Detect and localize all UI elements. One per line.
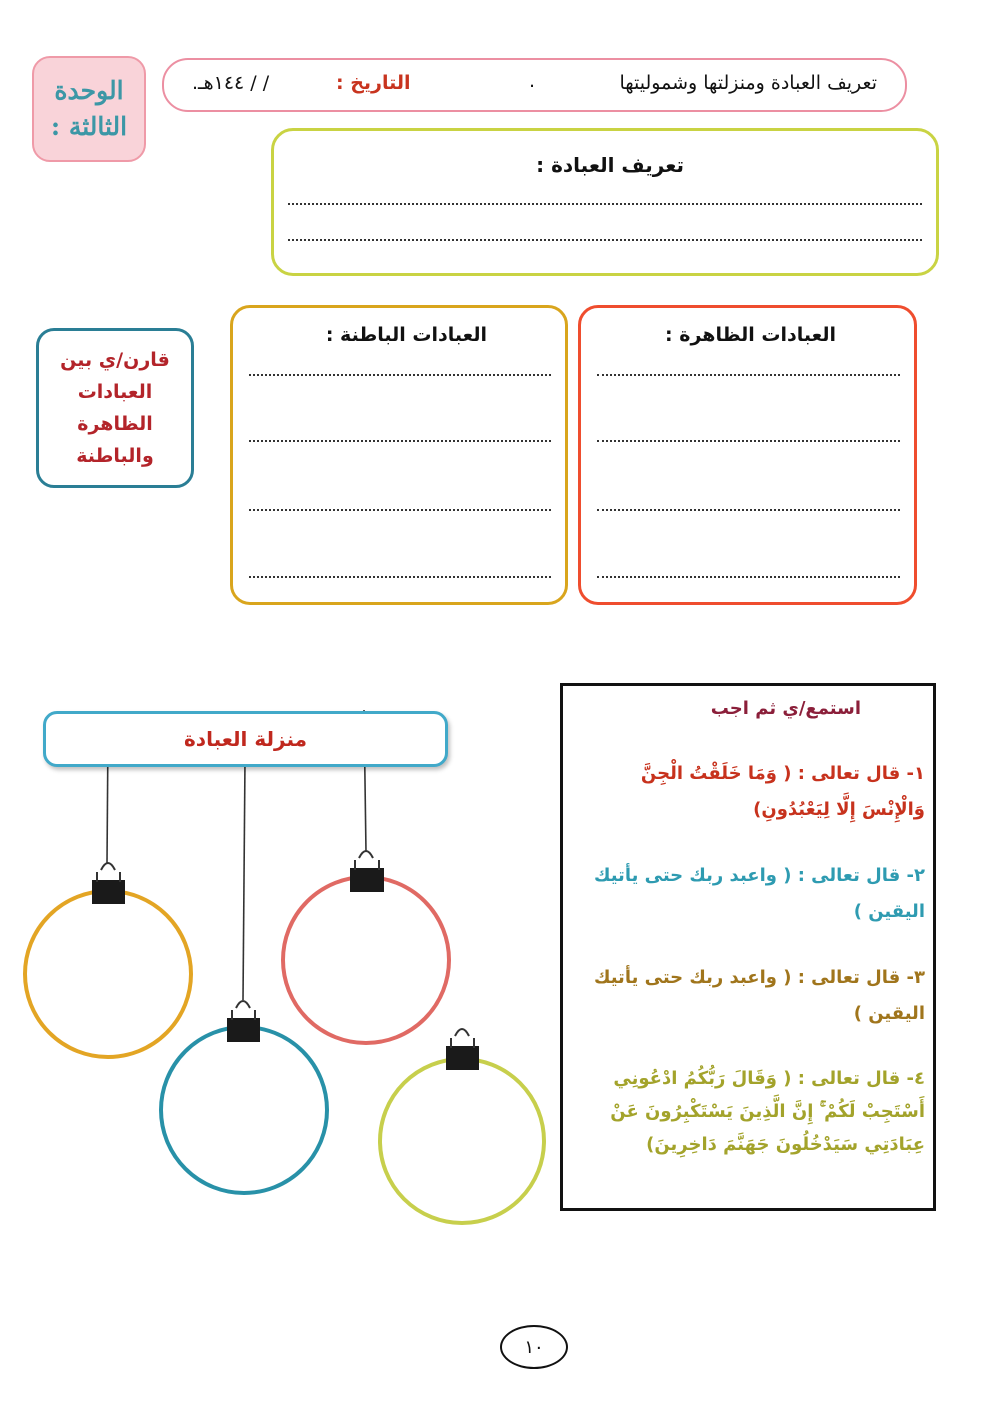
status-banner bbox=[43, 711, 448, 767]
date-field[interactable]: / / ١٤٤هـ. bbox=[192, 72, 270, 94]
string-2 bbox=[243, 760, 245, 1000]
clip-icon bbox=[350, 868, 384, 892]
clip-icon bbox=[227, 1018, 260, 1042]
outer-worship-box bbox=[578, 305, 917, 605]
ornament-lime bbox=[380, 1029, 544, 1223]
compare-line-2: العبادات bbox=[77, 381, 153, 403]
compare-line-4: والباطنة bbox=[76, 445, 154, 467]
ornaments-illustration bbox=[0, 680, 560, 1260]
inner-answer-line-3[interactable] bbox=[249, 509, 551, 511]
clip-icon bbox=[92, 880, 125, 904]
verse-3: ٣- قال تعالى : ( واعبد ربك حتى يأتيك اليقين ) bbox=[593, 967, 925, 1024]
outer-answer-line-2[interactable] bbox=[597, 440, 900, 442]
verse-2: ٢- قال تعالى : ( واعبد ربك حتى يأتيك اليقين ) bbox=[593, 865, 925, 922]
page-number bbox=[500, 1325, 568, 1369]
verse-4: ٤- قال تعالى : ( وَقَالَ رَبُّكُمُ ادْعُونِي أَسْتَجِبْ لَكُمْ ۚ إِنَّ الَّذِينَ يَسْتَكْبِرُونَ عَنْ عِبَادَتِي سَيَدْخُلُونَ جَهَنَّمَ دَاخِرِينَ) bbox=[610, 1068, 925, 1155]
outer-answer-line-1[interactable] bbox=[597, 374, 900, 376]
inner-answer-line-2[interactable] bbox=[249, 440, 551, 442]
outer-worship-title: العبادات الظاهرة : bbox=[665, 324, 836, 346]
ornament-teal bbox=[161, 1001, 327, 1193]
unit-badge bbox=[32, 56, 146, 162]
ornament-salmon bbox=[283, 851, 449, 1043]
status-title: منزلة العبادة bbox=[184, 727, 307, 751]
definition-answer-line-2[interactable] bbox=[288, 239, 922, 241]
inner-answer-line-4[interactable] bbox=[249, 576, 551, 578]
unit-label-line1: الوحدة bbox=[54, 76, 124, 105]
unit-label-line2: الثالثة : bbox=[50, 112, 128, 141]
clip-icon bbox=[446, 1046, 479, 1070]
compare-instruction bbox=[36, 328, 194, 488]
compare-line-3: الظاهرة bbox=[77, 413, 153, 435]
inner-worship-title: العبادات الباطنة : bbox=[325, 324, 487, 346]
inner-worship-box bbox=[230, 305, 568, 605]
verse-1: ١- قال تعالى : ( وَمَا خَلَقْتُ الْجِنَّ وَالْإِنْسَ إِلَّا لِيَعْبُدُونِ) bbox=[640, 763, 925, 820]
verses-heading: استمع/ي ثم اجب bbox=[710, 698, 861, 719]
date-label: التاريخ : bbox=[336, 72, 411, 94]
page-number-text: ١٠ bbox=[524, 1336, 544, 1358]
definition-box bbox=[271, 128, 939, 276]
definition-answer-line-1[interactable] bbox=[288, 203, 922, 205]
title-dot: . bbox=[529, 70, 536, 92]
ornament-yellow bbox=[25, 863, 191, 1057]
outer-answer-line-4[interactable] bbox=[597, 576, 900, 578]
title-bar bbox=[162, 58, 907, 112]
lesson-title: تعريف العبادة ومنزلتها وشموليتها bbox=[619, 72, 877, 94]
inner-answer-line-1[interactable] bbox=[249, 374, 551, 376]
outer-answer-line-3[interactable] bbox=[597, 509, 900, 511]
definition-title: تعريف العبادة : bbox=[536, 153, 684, 177]
compare-line-1: قارن/ي بين bbox=[60, 349, 170, 371]
verses-box bbox=[560, 683, 936, 1211]
